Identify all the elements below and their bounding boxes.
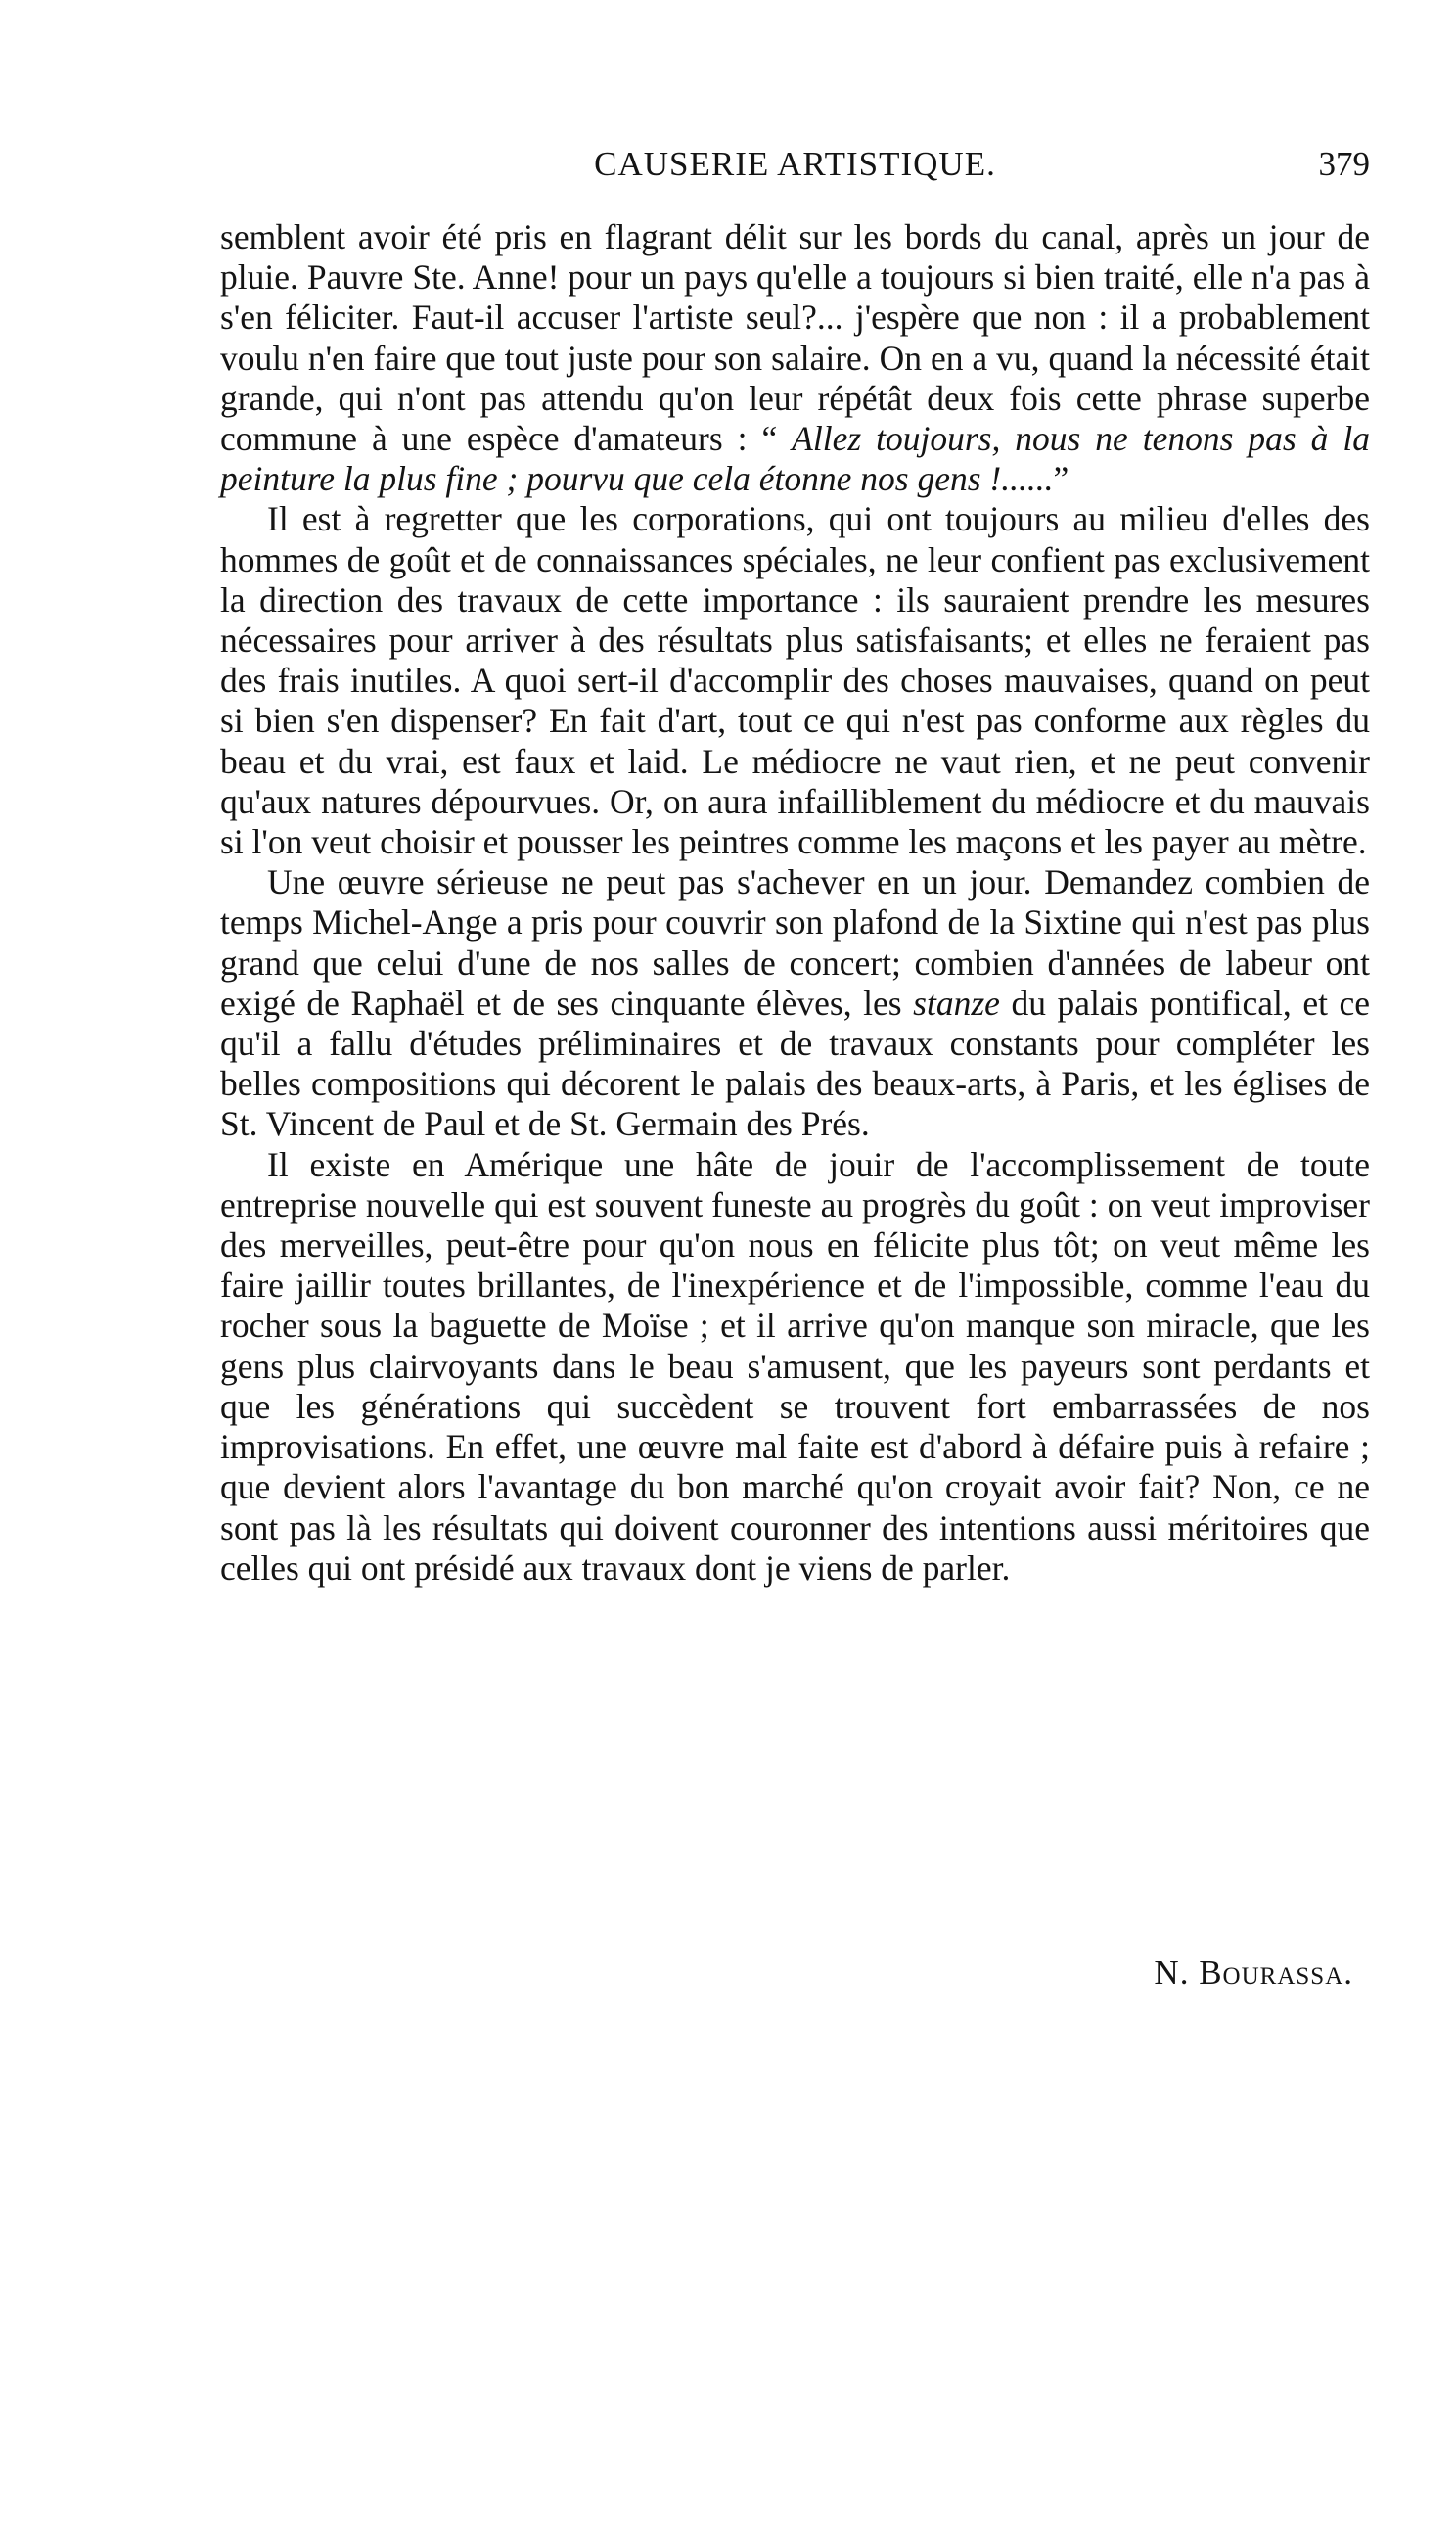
author-signature: N. Bourassa. bbox=[1154, 1954, 1353, 1992]
paragraph-text: semblent avoir été pris en flagrant délit sur les bords du canal, après un jour de pluie. Pauvre Ste. Anne! pour un pays qu'elle a toujours si bien traité, elle n'a pas à s'en féliciter. Faut-il accuser l'artiste seul?... j'espère que non : il a probablement voulu n'en faire que tout juste pour son salaire. On en a vu, quand la nécessité était grande, qui n'ont pas attendu qu'on leur répétât deux fois cette phrase superbe commune à une espèce d'amateurs : “ bbox=[220, 217, 1370, 459]
closing-quote: ” bbox=[1053, 459, 1069, 499]
paragraph-continued bbox=[220, 217, 1370, 499]
paragraph bbox=[220, 862, 1370, 1144]
paragraph: Il est à regretter que les corporations, qui ont toujours au milieu d'elles des hommes de goût et de connaissances spéciales, ne leur confient pas exclusivement la direction des travaux de cette importance : ils sauraient prendre les mesures nécessaires pour arriver à des résultats plus satisfaisants; et elles ne feraient pas des frais inutiles. A quoi sert-il d'accomplir des choses mauvaises, quand on peut si bien s'en dispenser? En fait d'art, tout ce qui n'est pas conforme aux règles du beau et du vrai, est faux et laid. Le médiocre ne vaut rien, et ne peut convenir qu'aux natures dépourvues. Or, on aura infailliblement du médiocre et du mauvais si l'on veut choisir et pousser les peintres comme les maçons et les payer au mètre. bbox=[220, 499, 1370, 862]
paragraph: Il existe en Amérique une hâte de jouir de l'accomplissement de toute entreprise nouvelle qui est souvent funeste au progrès du goût : on veut improviser des merveilles, peut-être pour qu'on nous en félicite plus tôt; on veut même les faire jaillir toutes brillantes, de l'inexpérience et de l'impossible, comme l'eau du rocher sous la baguette de Moïse ; et il arrive qu'on manque son miracle, que les gens plus clairvoyants dans le beau s'amusent, que les payeurs sont perdants et que les générations qui succèdent se trouvent fort embarrassées de nos improvisations. En effet, une œuvre mal faite est d'abord à défaire puis à refaire ; que devient alors l'avantage du bon marché qu'on croyait avoir fait? Non, ce ne sont pas là les résultats qui doivent couronner des intentions aussi méritoires que celles qui ont présidé aux travaux dont je viens de parler. bbox=[220, 1144, 1370, 1588]
paragraph-text: du palais pontifical, et ce qu'il a fallu d'études préliminaires et de travaux constants pour compléter les belles compositions qui décorent le palais des beaux-arts, à Paris, et les églises de St. Vincent de Paul et de St. Germain des Prés. bbox=[220, 983, 1370, 1144]
italic-term: stanze bbox=[913, 983, 1000, 1023]
page-number: 379 bbox=[1318, 145, 1370, 183]
page-header bbox=[220, 145, 1370, 190]
article-body bbox=[220, 217, 1370, 1589]
running-title: CAUSERIE ARTISTIQUE. bbox=[594, 145, 996, 183]
paragraph-text: Une œuvre sérieuse ne peut pas s'achever en un jour. Demandez combien de temps Michel-Ange a pris pour couvrir son plafond de la Sixtine qui n'est pas plus grand que celui d'une de nos salles de concert; combien d'années de labeur ont exigé de Raphaël et de ses cinquante élèves, les bbox=[220, 862, 1370, 1023]
quoted-phrase: Allez toujours, nous ne tenons pas à la peinture la plus fine ; pourvu que cela étonne nos gens !...... bbox=[220, 419, 1370, 499]
